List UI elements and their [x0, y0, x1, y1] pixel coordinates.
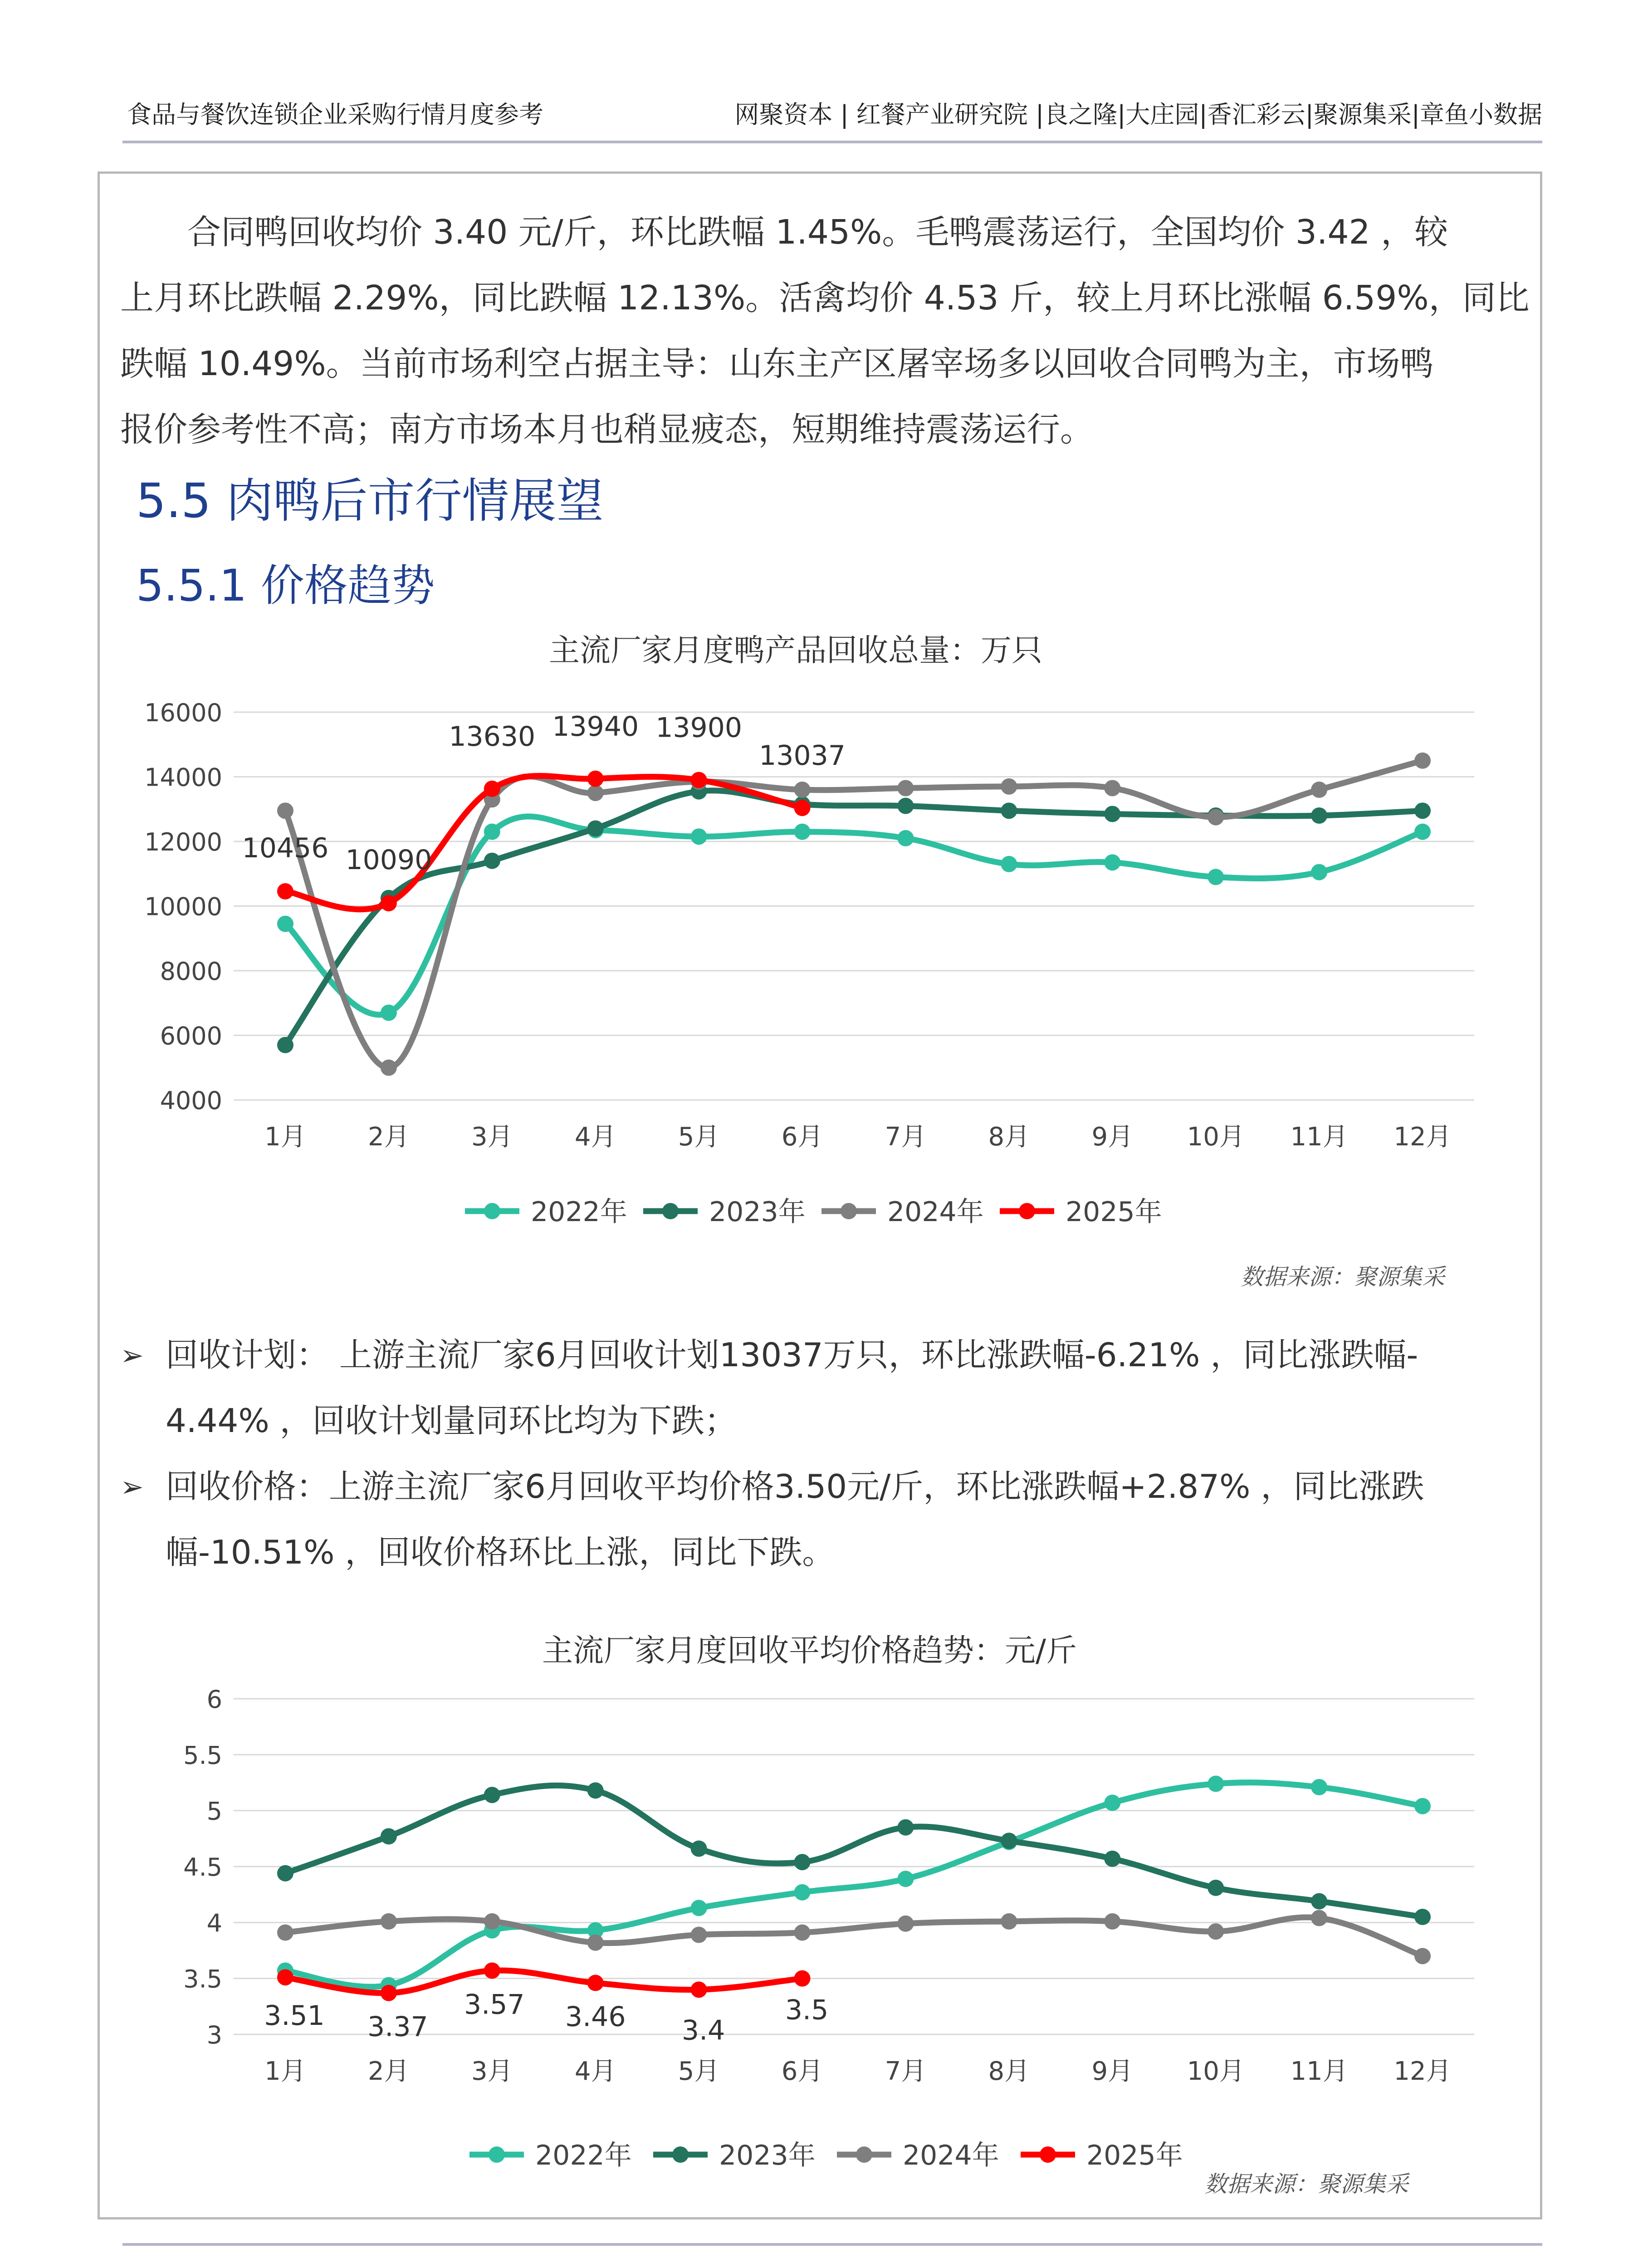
y-tick-label: 5.5 [183, 1741, 222, 1770]
x-tick-label: 9月 [1091, 1122, 1134, 1152]
data-point [691, 1900, 707, 1916]
x-tick-label: 1月 [264, 2057, 306, 2086]
data-point [277, 1925, 293, 1941]
x-tick-label: 1月 [264, 1122, 306, 1152]
legend-label: 2024年 [903, 2140, 999, 2171]
header-sources: 网聚资本 | 红餐产业研究院 |良之隆|大庄园|香汇彩云|聚源集采|章鱼小数据 [734, 100, 1542, 129]
data-label: 3.57 [464, 1989, 525, 2021]
intro-line: 合同鸭回收均价 3.40 元/斤，环比跌幅 1.45%。毛鸭震荡运行，全国均价 3.42 ，较 [120, 213, 1448, 252]
y-tick-label: 4.5 [183, 1853, 222, 1882]
bullet-arrow-icon: ➢ [120, 1470, 144, 1503]
data-point [1311, 1893, 1327, 1909]
data-label: 3.4 [681, 2014, 725, 2047]
legend-label: 2025年 [1086, 2140, 1183, 2171]
legend-marker [841, 1203, 857, 1219]
y-tick-label: 14000 [144, 763, 222, 792]
intro-line: 报价参考性不高；南方市场本月也稍显疲态，短期维持震荡运行。 [120, 410, 1094, 449]
data-point [381, 1060, 397, 1076]
x-tick-label: 2月 [368, 1122, 410, 1152]
y-tick-label: 6000 [160, 1022, 222, 1051]
data-label: 3.51 [264, 2000, 325, 2032]
data-point [794, 800, 811, 816]
chart1-source: 数据来源：聚源集采 [1241, 1264, 1445, 1290]
data-point [587, 821, 604, 837]
y-tick-label: 8000 [160, 957, 222, 986]
data-point [897, 780, 914, 796]
data-point [1104, 1913, 1120, 1930]
data-point [277, 802, 293, 819]
x-tick-label: 8月 [988, 1122, 1030, 1152]
data-point [897, 1916, 914, 1932]
data-point [1001, 778, 1017, 795]
data-point [1104, 1794, 1120, 1811]
data-point [1208, 1775, 1224, 1792]
data-point [1208, 809, 1224, 826]
data-label: 13037 [759, 740, 846, 772]
data-point [1104, 780, 1120, 796]
x-tick-label: 9月 [1091, 2057, 1134, 2086]
data-point [484, 781, 500, 797]
bullet-line: 幅-10.51% ，回收价格环比上涨，同比下跌。 [166, 1533, 835, 1571]
y-tick-label: 5 [206, 1797, 222, 1826]
intro-line: 跌幅 10.49%。当前市场利空占据主导：山东主产区屠宰场多以回收合同鸭为主，市场鸭 [120, 344, 1434, 383]
data-label: 13900 [655, 712, 743, 744]
legend-marker [856, 2146, 872, 2163]
x-tick-label: 6月 [781, 1122, 823, 1152]
intro-paragraph [120, 200, 1530, 463]
data-point [897, 798, 914, 814]
data-point [277, 916, 293, 932]
data-point [1311, 1779, 1327, 1795]
x-tick-label: 3月 [471, 2057, 513, 2086]
data-point [1414, 1948, 1431, 1964]
data-point [1104, 806, 1120, 822]
data-point [897, 1819, 914, 1836]
data-point [381, 1913, 397, 1930]
data-point [587, 1975, 604, 1991]
data-point [691, 1981, 707, 1998]
data-point [1001, 856, 1017, 872]
data-point [1414, 753, 1431, 769]
x-tick-label: 12月 [1393, 2057, 1452, 2086]
section-heading: 5.5 肉鸭后市行情展望 [136, 473, 604, 528]
bullet-line: 回收计划： 上游主流厂家6月回收计划13037万只，环比涨跌幅-6.21% ，同比涨跌幅- [166, 1336, 1418, 1374]
data-point [587, 1782, 604, 1799]
y-tick-label: 3.5 [183, 1965, 222, 1994]
data-point [897, 830, 914, 846]
data-point [484, 1913, 500, 1930]
subsection-heading: 5.5.1 价格趋势 [136, 560, 435, 611]
data-point [1414, 824, 1431, 840]
chart2-title: 主流厂家月度回收平均价格趋势：元/斤 [542, 1633, 1077, 1669]
data-point [1414, 1909, 1431, 1925]
y-tick-label: 4 [206, 1909, 222, 1938]
x-tick-label: 4月 [574, 2057, 616, 2086]
chart2-source: 数据来源：聚源集采 [1204, 2171, 1408, 2197]
data-point [277, 1865, 293, 1882]
x-tick-label: 10月 [1187, 1122, 1245, 1152]
data-point [381, 895, 397, 911]
footer-divider [122, 2243, 1542, 2246]
data-point [277, 1969, 293, 1985]
data-point [794, 1925, 811, 1941]
x-tick-label: 10月 [1187, 2057, 1245, 2086]
series-line-2022年 [285, 816, 1423, 1015]
data-label: 3.46 [565, 2001, 626, 2033]
data-point [587, 771, 604, 787]
x-tick-label: 5月 [678, 2057, 720, 2086]
data-point [381, 1005, 397, 1021]
data-point [277, 1037, 293, 1053]
y-tick-label: 16000 [144, 699, 222, 727]
data-point [691, 772, 707, 788]
data-point [1104, 854, 1120, 870]
data-point [1104, 1851, 1120, 1867]
legend-marker [662, 1203, 679, 1219]
data-point [484, 853, 500, 869]
x-tick-label: 8月 [988, 2057, 1030, 2086]
y-tick-label: 10000 [144, 892, 222, 921]
data-label: 10456 [242, 832, 329, 865]
x-tick-label: 6月 [781, 2057, 823, 2086]
series-line-2023年 [285, 1785, 1423, 1917]
bullet-line: 回收价格：上游主流厂家6月回收平均价格3.50元/斤，环比涨跌幅+2.87% ，同比涨跌 [166, 1467, 1424, 1505]
chart2-price [127, 1678, 1515, 2204]
legend-marker [1040, 2146, 1056, 2163]
legend-marker [672, 2146, 689, 2163]
y-tick-label: 4000 [160, 1086, 222, 1115]
data-point [277, 883, 293, 899]
x-tick-label: 7月 [885, 1122, 927, 1152]
data-point [691, 1926, 707, 1943]
data-point [794, 1884, 811, 1901]
x-tick-label: 5月 [678, 1122, 720, 1152]
y-tick-label: 3 [206, 2021, 222, 2049]
intro-line: 上月环比跌幅 2.29%，同比跌幅 12.13%。活禽均价 4.53 斤，较上月环比涨幅 6.59%，同比 [120, 279, 1530, 318]
data-point [794, 824, 811, 840]
legend-label: 2022年 [535, 2140, 632, 2171]
x-tick-label: 2月 [368, 2057, 410, 2086]
data-point [587, 1935, 604, 1951]
data-point [1311, 807, 1327, 824]
legend-label: 2023年 [709, 1196, 806, 1228]
data-point [587, 785, 604, 801]
data-point [1414, 802, 1431, 819]
data-label: 13630 [449, 720, 536, 753]
data-point [794, 782, 811, 798]
legend-label: 2022年 [531, 1196, 627, 1228]
page-header [122, 86, 1542, 143]
data-point [1208, 869, 1224, 885]
x-tick-label: 4月 [574, 1122, 616, 1152]
data-point [897, 1871, 914, 1887]
legend-marker [484, 1203, 500, 1219]
y-tick-label: 6 [206, 1685, 222, 1714]
chart1-title: 主流厂家月度鸭产品回收总量：万只 [549, 633, 1043, 669]
data-point [691, 1841, 707, 1857]
data-point [1414, 1798, 1431, 1814]
data-point [484, 824, 500, 840]
x-tick-label: 12月 [1393, 1122, 1452, 1152]
legend-label: 2024年 [887, 1196, 984, 1228]
data-point [1001, 1833, 1017, 1849]
data-point [1208, 1880, 1224, 1896]
data-label: 3.5 [785, 1994, 829, 2026]
data-point [691, 828, 707, 845]
data-point [1001, 802, 1017, 819]
data-point [1208, 1923, 1224, 1940]
data-point [794, 1970, 811, 1987]
legend-label: 2025年 [1066, 1196, 1162, 1228]
data-point [1311, 782, 1327, 798]
legend-label: 2023年 [719, 2140, 816, 2171]
data-point [484, 1787, 500, 1803]
data-point [381, 1828, 397, 1844]
data-label: 3.37 [367, 2011, 428, 2043]
x-tick-label: 11月 [1290, 2057, 1348, 2086]
x-tick-label: 3月 [471, 1122, 513, 1152]
x-tick-label: 7月 [885, 2057, 927, 2086]
x-tick-label: 11月 [1290, 1122, 1348, 1152]
bullet-line: 4.44% ，回收计划量同环比均为下跌； [166, 1402, 737, 1440]
series-line-2025年 [285, 1970, 802, 1993]
legend-marker [489, 2146, 505, 2163]
data-point [381, 1985, 397, 2001]
series-line-2022年 [285, 1783, 1423, 1987]
data-point [794, 1854, 811, 1870]
legend-marker [1019, 1203, 1035, 1219]
data-point [1311, 1910, 1327, 1926]
header-title: 食品与餐饮连锁企业采购行情月度参考 [127, 100, 543, 129]
bullet-plan [120, 1322, 1531, 1454]
bullet-arrow-icon: ➢ [120, 1339, 144, 1372]
y-tick-label: 12000 [144, 828, 222, 856]
data-label: 13940 [552, 710, 639, 743]
bullet-price [120, 1454, 1531, 1585]
data-point [484, 1962, 500, 1979]
data-point [1311, 864, 1327, 880]
data-point [1001, 1913, 1017, 1930]
chart1-volume [127, 680, 1515, 1247]
data-label: 10090 [345, 844, 432, 876]
